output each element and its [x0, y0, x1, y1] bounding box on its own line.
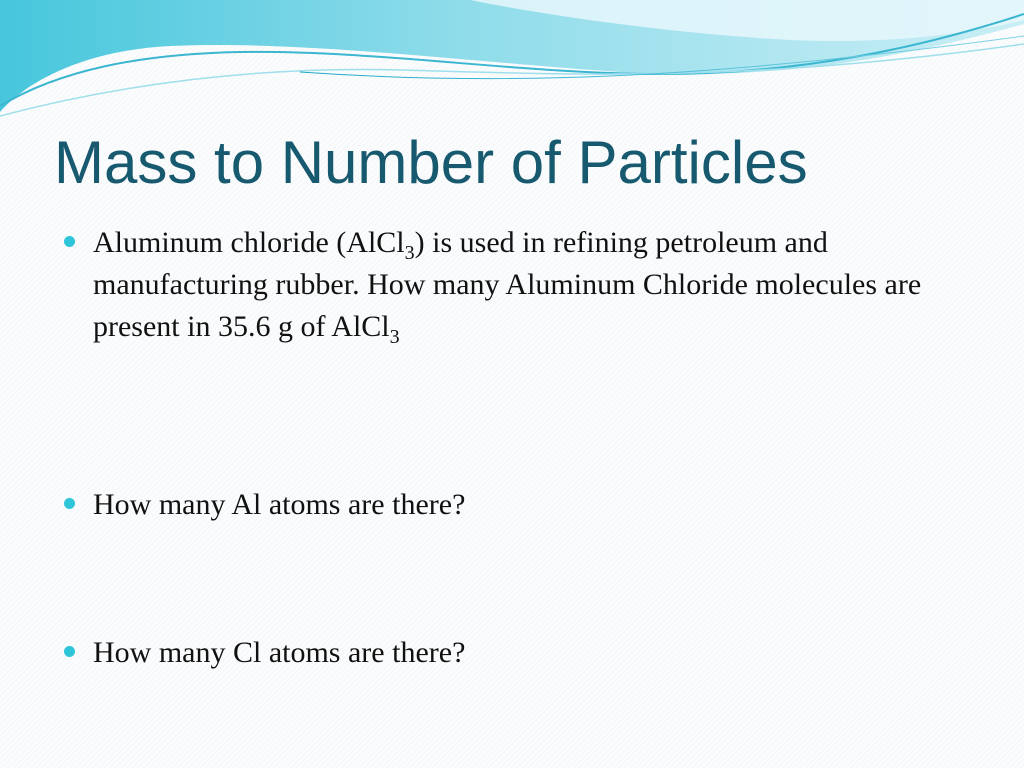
- subscript: 3: [389, 326, 400, 348]
- slide-title: Mass to Number of Particles: [54, 129, 808, 196]
- bullet-text-part: Aluminum chloride (AlCl: [93, 226, 405, 259]
- bullet-text: How many Al atoms are there?: [93, 488, 466, 521]
- bullet-text: [93, 222, 980, 348]
- bullet-item-aluminum-chloride: [60, 222, 980, 348]
- bullet-dot-icon: [64, 498, 75, 509]
- bullet-item-al-atoms: [60, 484, 980, 526]
- bullet-dot-icon: [64, 646, 75, 657]
- bullet-dot-icon: [64, 236, 75, 247]
- bullet-text: How many Cl atoms are there?: [93, 636, 466, 669]
- bullet-text-part: ) is used in refining petroleum and manufacturing rubber. How many Aluminum Chloride molecules are present in 35.6 g of AlCl: [93, 226, 922, 343]
- bullet-item-cl-atoms: [60, 632, 980, 674]
- header-wave-decoration: [0, 0, 1024, 130]
- subscript: 3: [404, 242, 415, 264]
